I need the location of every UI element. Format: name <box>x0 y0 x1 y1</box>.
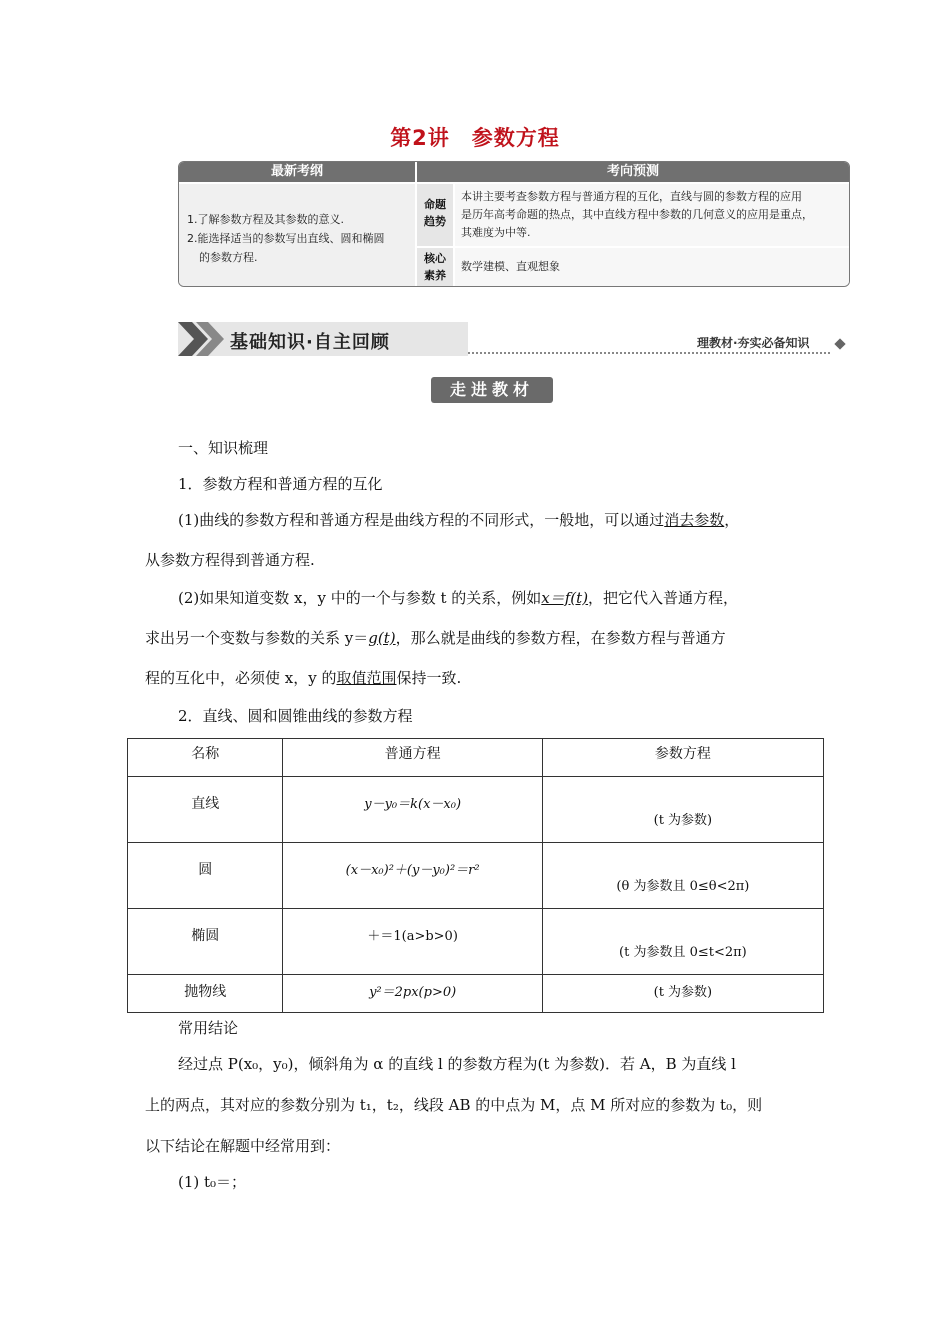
conclusions-line-4: (1) t₀＝； <box>178 1173 247 1191</box>
outline-left-header: 最新考纲 <box>179 162 415 182</box>
requirement-2: 2.能选择适当的参数写出直线、圆和椭圆 <box>187 232 385 245</box>
paragraph-2-line-2: 求出另一个变数与参数的关系 y＝g(t)，那么就是曲线的参数方程，在参数方程与普通方 <box>145 629 726 647</box>
banner-right-text: 理教材·夯实必备知识 <box>697 336 810 350</box>
conclusions-heading: 常用结论 <box>178 1019 239 1037</box>
table-cell-param: (t 为参数) <box>542 777 823 843</box>
outline-right-header: 考向预测 <box>417 162 849 182</box>
blank-answer: 取值范围 <box>336 669 397 687</box>
conclusions-line-3: 以下结论在解题中经常用到： <box>145 1137 341 1155</box>
requirement-3: 的参数方程. <box>199 251 258 264</box>
banner-title: 基础知识·自主回顾 <box>230 332 390 353</box>
table-row <box>128 843 824 909</box>
blank-answer: x＝f(t) <box>541 589 589 607</box>
conclusions-line-1: 经过点 P(x₀，y₀)，倾斜角为 α 的直线 l 的参数方程为(t 为参数)．若 A，B 为直线 l <box>178 1055 736 1073</box>
table-cell-param: (t 为参数且 0≤t<2π) <box>542 909 823 975</box>
table-cell-normal: (x－x₀)²＋(y－y₀)²＝r² <box>283 843 542 909</box>
banner-dotted-line <box>468 352 830 354</box>
paragraph-2-line-1: (2)如果知道变数 x，y 中的一个与参数 t 的关系，例如x＝f(t)，把它代入普通方程， <box>178 589 739 607</box>
table-cell-normal: y²＝2px(p>0) <box>283 975 542 1013</box>
paragraph-2-line-3: 程的互化中，必须使 x，y 的取值范围保持一致. <box>145 669 462 687</box>
trend-text: 本讲主要考查参数方程与普通方程的互化，直线与圆的参数方程的应用 是历年高考命题的热点，其中直线方程中参数的几何意义的应用是重点， 其难度为中等. <box>455 184 849 246</box>
table-header-row <box>128 739 824 777</box>
paragraph-1-line-2: 从参数方程得到普通方程. <box>145 551 315 569</box>
table-row <box>128 777 824 843</box>
table-header-cell: 名称 <box>128 739 283 777</box>
sub-banner: 走进教材 <box>431 377 553 403</box>
table-cell-normal: y－y₀＝k(x－x₀) <box>283 777 542 843</box>
paragraph-1-line-1: (1)曲线的参数方程和普通方程是曲线方程的不同形式，一般地，可以通过消去参数， <box>178 511 740 529</box>
literacy-label: 核心 素养 <box>417 248 453 286</box>
blank-answer: 消去参数 <box>664 511 725 529</box>
literacy-text: 数学建模、直观想象 <box>455 248 849 286</box>
section-banner <box>178 322 468 356</box>
chevron-arrows-icon <box>178 322 228 356</box>
section-heading: 一、知识梳理 <box>178 439 269 457</box>
item-heading-2: 2．直线、圆和圆锥曲线的参数方程 <box>178 707 413 725</box>
table-row <box>128 909 824 975</box>
table-header-cell: 参数方程 <box>542 739 823 777</box>
page-title: 第2讲 参数方程 <box>390 126 560 150</box>
equations-table <box>127 738 824 1013</box>
table-cell-normal: ＋＝1(a>b>0) <box>283 909 542 975</box>
table-cell-param: (θ 为参数且 0≤θ<2π) <box>542 843 823 909</box>
table-cell-name: 椭圆 <box>128 909 283 975</box>
table-cell-param: (t 为参数) <box>542 975 823 1013</box>
requirement-1: 1.了解参数方程及其参数的意义. <box>187 213 344 226</box>
conclusions-line-2: 上的两点，其对应的参数分别为 t₁，t₂，线段 AB 的中点为 M，点 M 所对应的参数为 t₀，则 <box>145 1096 763 1114</box>
diamond-icon <box>834 338 845 349</box>
table-cell-name: 圆 <box>128 843 283 909</box>
table-cell-name: 抛物线 <box>128 975 283 1013</box>
table-cell-name: 直线 <box>128 777 283 843</box>
blank-answer: g(t) <box>368 629 396 647</box>
item-heading-1: 1．参数方程和普通方程的互化 <box>178 475 383 493</box>
exam-outline-box <box>178 161 850 287</box>
trend-label: 命题 趋势 <box>417 184 453 246</box>
table-header-cell: 普通方程 <box>283 739 542 777</box>
table-row <box>128 975 824 1013</box>
